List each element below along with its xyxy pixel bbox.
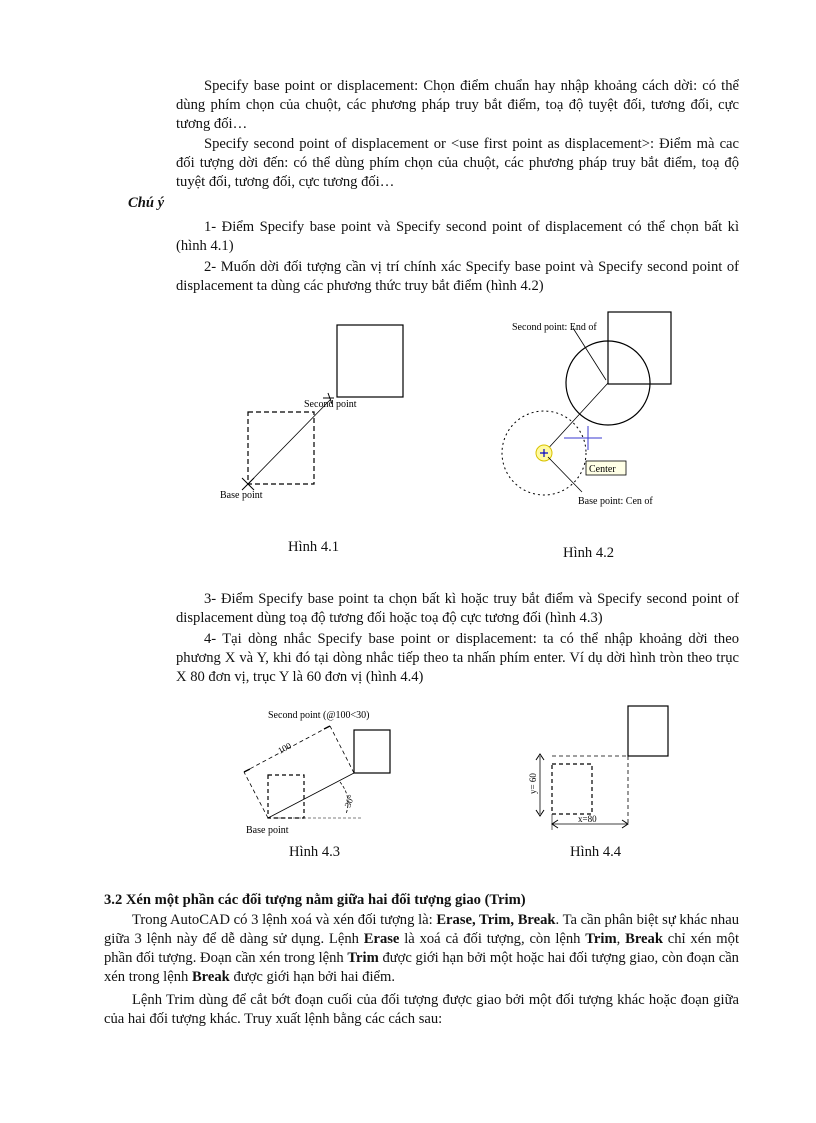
second-point-label: Second point: End of bbox=[512, 322, 597, 333]
section-paragraph-2: Lệnh Trim dùng để cắt bớt đoạn cuối của đối tượng được giao bởi một đối tượng khác hoặc đoạn giữa của hai đối tượng khác. Truy xuất lệnh bằng các cách sau: bbox=[104, 992, 739, 1027]
bold-break-2: Break bbox=[191, 969, 230, 985]
figure-4-2 bbox=[498, 308, 698, 516]
leader-line-base bbox=[548, 457, 582, 492]
bold-trim: Trim bbox=[585, 931, 617, 947]
moved-square bbox=[337, 325, 403, 397]
original-dashed-square bbox=[248, 412, 314, 484]
figure-4-3 bbox=[236, 702, 406, 842]
bold-commands: Erase, Trim, Break bbox=[436, 912, 556, 928]
original-dashed-square bbox=[552, 764, 592, 814]
base-point-label: Base point bbox=[220, 490, 263, 501]
text-span: , bbox=[616, 931, 626, 947]
displacement-line bbox=[248, 400, 330, 484]
figure-4-1-caption: Hình 4.1 bbox=[288, 539, 340, 555]
figure-4-3-caption: Hình 4.3 bbox=[289, 844, 341, 860]
bold-break: Break bbox=[625, 931, 663, 947]
polar-line bbox=[268, 773, 357, 818]
moved-square bbox=[354, 730, 390, 773]
original-dashed-square bbox=[268, 775, 304, 818]
x-dimension-label: x=80 bbox=[578, 814, 597, 824]
note-item-4: 4- Tại dòng nhắc Specify base point or displacement: ta có thể nhập khoảng dời theo phương X và Y, khi đó tại dòng nhắc tiếp theo ta nhấn phím enter. Ví dụ dời hình tròn theo trục X 80 đơn vị, trục Y là 60 đơn vị (hình 4.4) bbox=[176, 631, 739, 685]
figure-4-4 bbox=[516, 702, 676, 842]
text-span: Trong AutoCAD có 3 lệnh xoá và xén đối tượng là: bbox=[132, 912, 437, 928]
displacement-line bbox=[544, 383, 608, 453]
extension-line-2 bbox=[330, 726, 354, 773]
y-dimension-label: y= 60 bbox=[528, 773, 538, 794]
center-tooltip-label: Center bbox=[589, 464, 616, 475]
bold-erase: Erase bbox=[363, 931, 400, 947]
text-span: chỉ xén một phần đối tượng. Đoạn cần xén trong lệnh bbox=[104, 931, 739, 966]
paragraph-second-point: Specify second point of displacement or <use first point as displacement>: Điểm mà cac đối tượng dời đến: có thể dùng phím chọn của chuột, các phương pháp truy bắt điểm, toạ độ tuyệt đối, tương đối, cực tương đối… bbox=[176, 136, 739, 190]
second-point-label: Second point bbox=[304, 399, 357, 410]
section-paragraph-1 bbox=[104, 911, 739, 987]
note-item-2: 2- Muốn dời đối tượng cần vị trí chính xác Specify base point và Specify second point of displacement ta dùng các phương thức truy bắt điểm (hình 4.2) bbox=[176, 259, 739, 294]
paragraph-base-point: Specify base point or displacement: Chọn điểm chuẩn hay nhập khoảng cách dời: có thể dùng phím chọn của chuột, các phương pháp truy bắt điểm, toạ độ tuyệt đối, tương đối, cực tương đối… bbox=[176, 78, 739, 132]
note-item-3: 3- Điểm Specify base point ta chọn bất kì hoặc truy bắt điểm và Specify second point of displacement dùng toạ độ tương đối hoặc toạ độ cực tương đối (hình 4.3) bbox=[176, 591, 739, 626]
base-point-label: Base point: Cen of bbox=[578, 496, 653, 507]
extension-line-1 bbox=[244, 772, 268, 818]
angle-30-label: 30° bbox=[342, 793, 357, 809]
second-point-label: Second point (@100<30) bbox=[268, 710, 370, 721]
square bbox=[608, 312, 671, 384]
base-point-label: Base point bbox=[246, 825, 289, 836]
text-span: là xoá cả đối tượng, còn lệnh bbox=[399, 931, 586, 947]
dimension-100-label: 100 bbox=[276, 740, 293, 756]
crosshair-icon bbox=[564, 426, 602, 450]
figure-4-2-caption: Hình 4.2 bbox=[563, 545, 615, 561]
figure-4-1 bbox=[212, 318, 412, 510]
text-span: được giới hạn bởi hai điểm. bbox=[229, 969, 396, 985]
text-span: được giới hạn bởi một hoặc hai đối tượng giao, còn đoạn cần xén trong lệnh bbox=[104, 950, 739, 985]
bold-trim-2: Trim bbox=[347, 950, 379, 966]
section-heading-trim: 3.2 Xén một phần các đối tượng nằm giữa hai đối tượng giao (Trim) bbox=[104, 892, 526, 908]
text-span: . Ta cần phân biệt sự khác nhau giữa 3 lệnh này để dễ dàng sử dụng. Lệnh bbox=[104, 912, 739, 947]
note-item-1: 1- Điểm Specify base point và Specify second point of displacement có thể chọn bất kì (hình 4.1) bbox=[176, 219, 739, 254]
moved-square bbox=[628, 706, 668, 756]
figure-4-4-caption: Hình 4.4 bbox=[570, 844, 622, 860]
note-label: Chú ý bbox=[128, 195, 165, 211]
